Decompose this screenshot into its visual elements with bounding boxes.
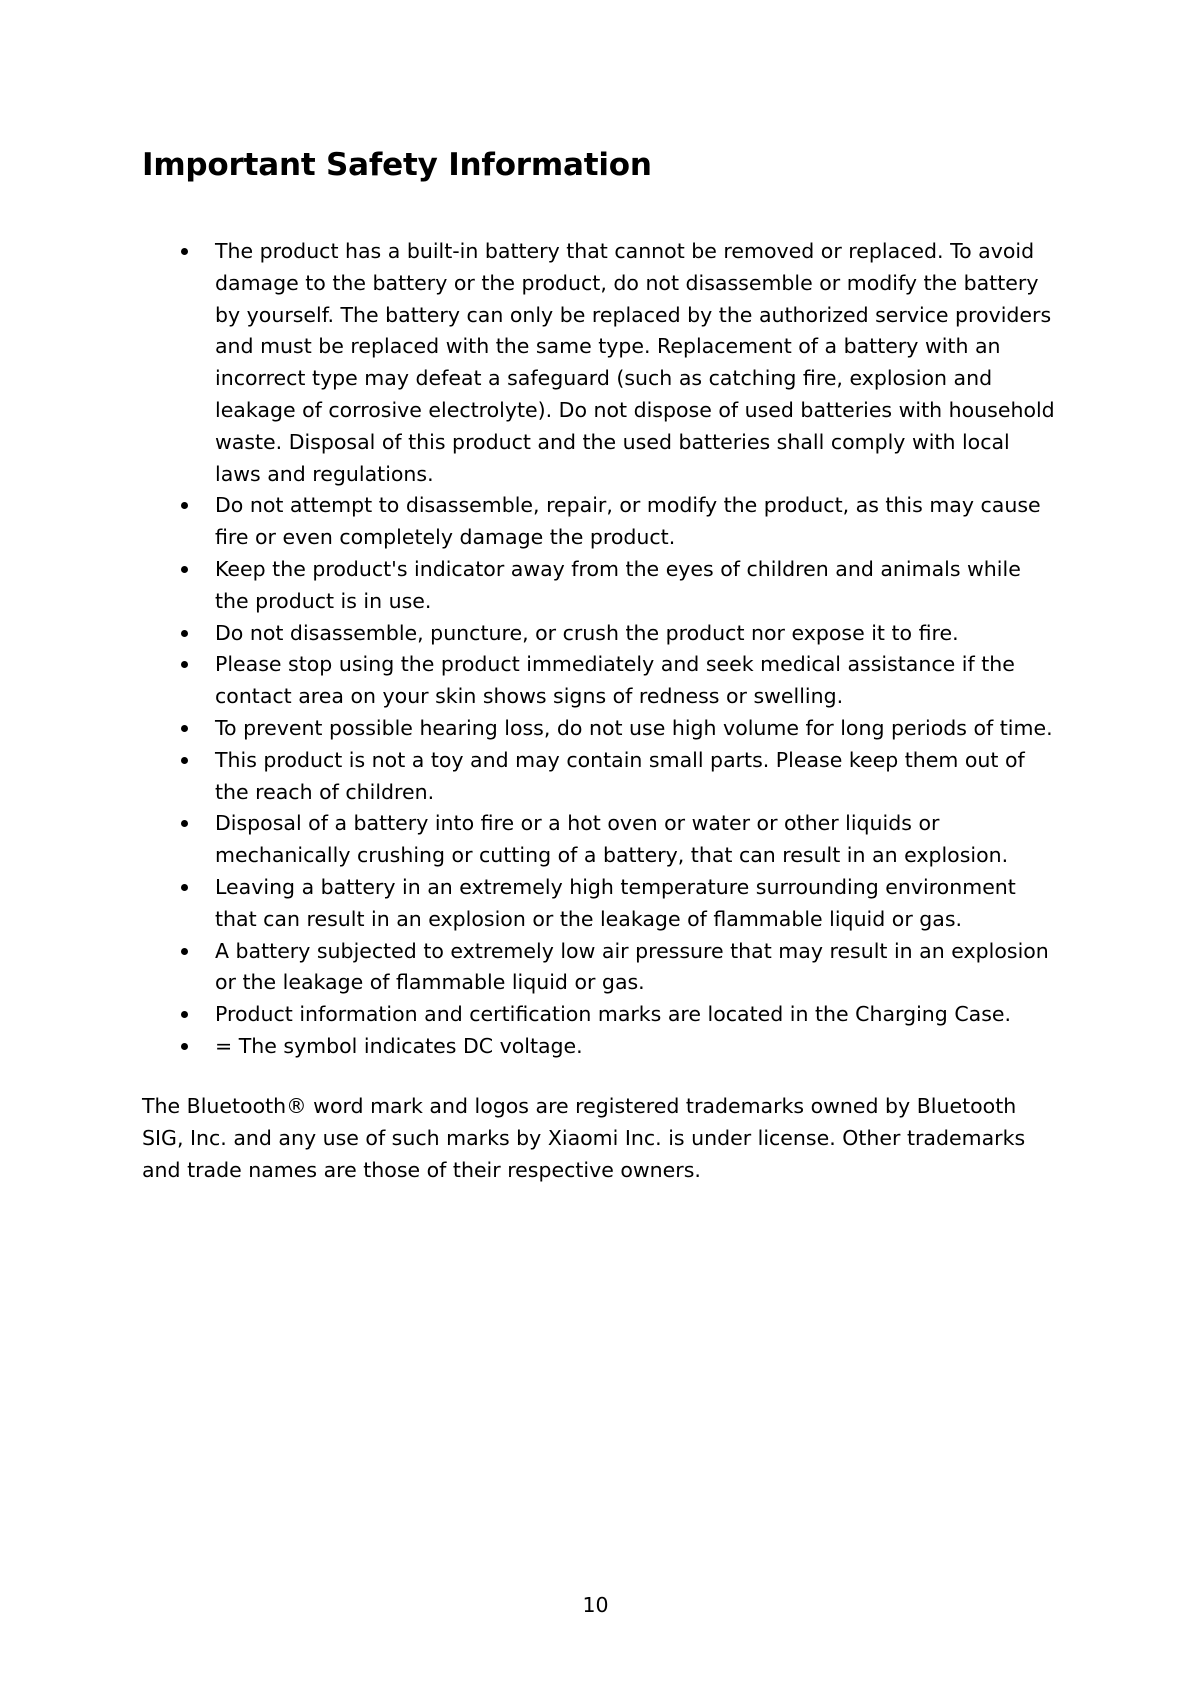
bullet-icon <box>181 630 188 637</box>
bullet-icon <box>181 948 188 955</box>
bullet-icon <box>181 661 188 668</box>
bullet-icon <box>181 248 188 255</box>
list-item <box>0 713 1056 745</box>
list-item <box>0 936 1056 1000</box>
bullet-text: A battery subjected to extremely low air pressure that may result in an explosion or the leakage of flammable liquid or gas. <box>215 938 1049 995</box>
trademark-notice: The Bluetooth® word mark and logos are registered trademarks owned by Bluetooth SIG, Inc. and any use of such marks by Xiaomi Inc. is under license. Other trademarks and trade names are those of their respective owners. <box>142 1094 1026 1182</box>
page-number: 10 <box>582 1593 609 1617</box>
bullet-text: Disposal of a battery into fire or a hot oven or water or other liquids or mechanically crushing or cutting of a battery, that can result in an explosion. <box>215 811 1009 868</box>
list-item <box>0 808 1056 872</box>
bullet-text: Keep the product's indicator away from the eyes of children and animals while the product is in use. <box>215 556 1021 613</box>
list-item <box>0 490 1056 554</box>
list-item <box>0 649 1056 713</box>
bullet-text: Leaving a battery in an extremely high temperature surrounding environment that can result in an explosion or the leakage of flammable liquid or gas. <box>215 874 1016 931</box>
list-item <box>0 1031 1056 1063</box>
bullet-text: The product has a built-in battery that cannot be removed or replaced. To avoid damage to the battery or the product, do not disassemble or modify the battery by yourself. The battery can only be replaced by the authorized service providers and must be replaced with the same type. Replacement of a battery with an incorrect type may defeat a safeguard (such as catching fire, explosion and leakage of corrosive electrolyte). Do not dispose of used batteries with household waste. Disposal of this product and the used batteries shall comply with local laws and regulations. <box>215 239 1055 486</box>
list-item <box>0 618 1056 650</box>
bullet-text: Do not attempt to disassemble, repair, or modify the product, as this may cause fire or even completely damage the product. <box>215 493 1041 550</box>
bullet-text: To prevent possible hearing loss, do not use high volume for long periods of time. <box>215 715 1053 740</box>
safety-bullet-list <box>0 236 1191 1063</box>
list-item <box>0 745 1056 809</box>
list-item <box>0 999 1056 1031</box>
bullet-text: Do not disassemble, puncture, or crush the product nor expose it to fire. <box>215 620 959 645</box>
bullet-icon <box>181 1043 188 1050</box>
bullet-icon <box>181 1011 188 1018</box>
list-item <box>0 554 1056 618</box>
bullet-text: Please stop using the product immediately and seek medical assistance if the contact area on your skin shows signs of redness or swelling. <box>215 652 1015 709</box>
bullet-icon <box>181 566 188 573</box>
page-title: Important Safety Information <box>142 147 652 183</box>
bullet-text: Product information and certification marks are located in the Charging Case. <box>215 1002 1012 1027</box>
bullet-icon <box>181 884 188 891</box>
list-item <box>0 236 1056 490</box>
bullet-icon <box>181 502 188 509</box>
bullet-text: This product is not a toy and may contain small parts. Please keep them out of the reach of children. <box>215 747 1025 804</box>
list-item <box>0 872 1056 936</box>
bullet-icon <box>181 820 188 827</box>
bullet-text: = The symbol indicates DC voltage. <box>215 1033 583 1058</box>
bullet-icon <box>181 725 188 732</box>
bullet-icon <box>181 757 188 764</box>
